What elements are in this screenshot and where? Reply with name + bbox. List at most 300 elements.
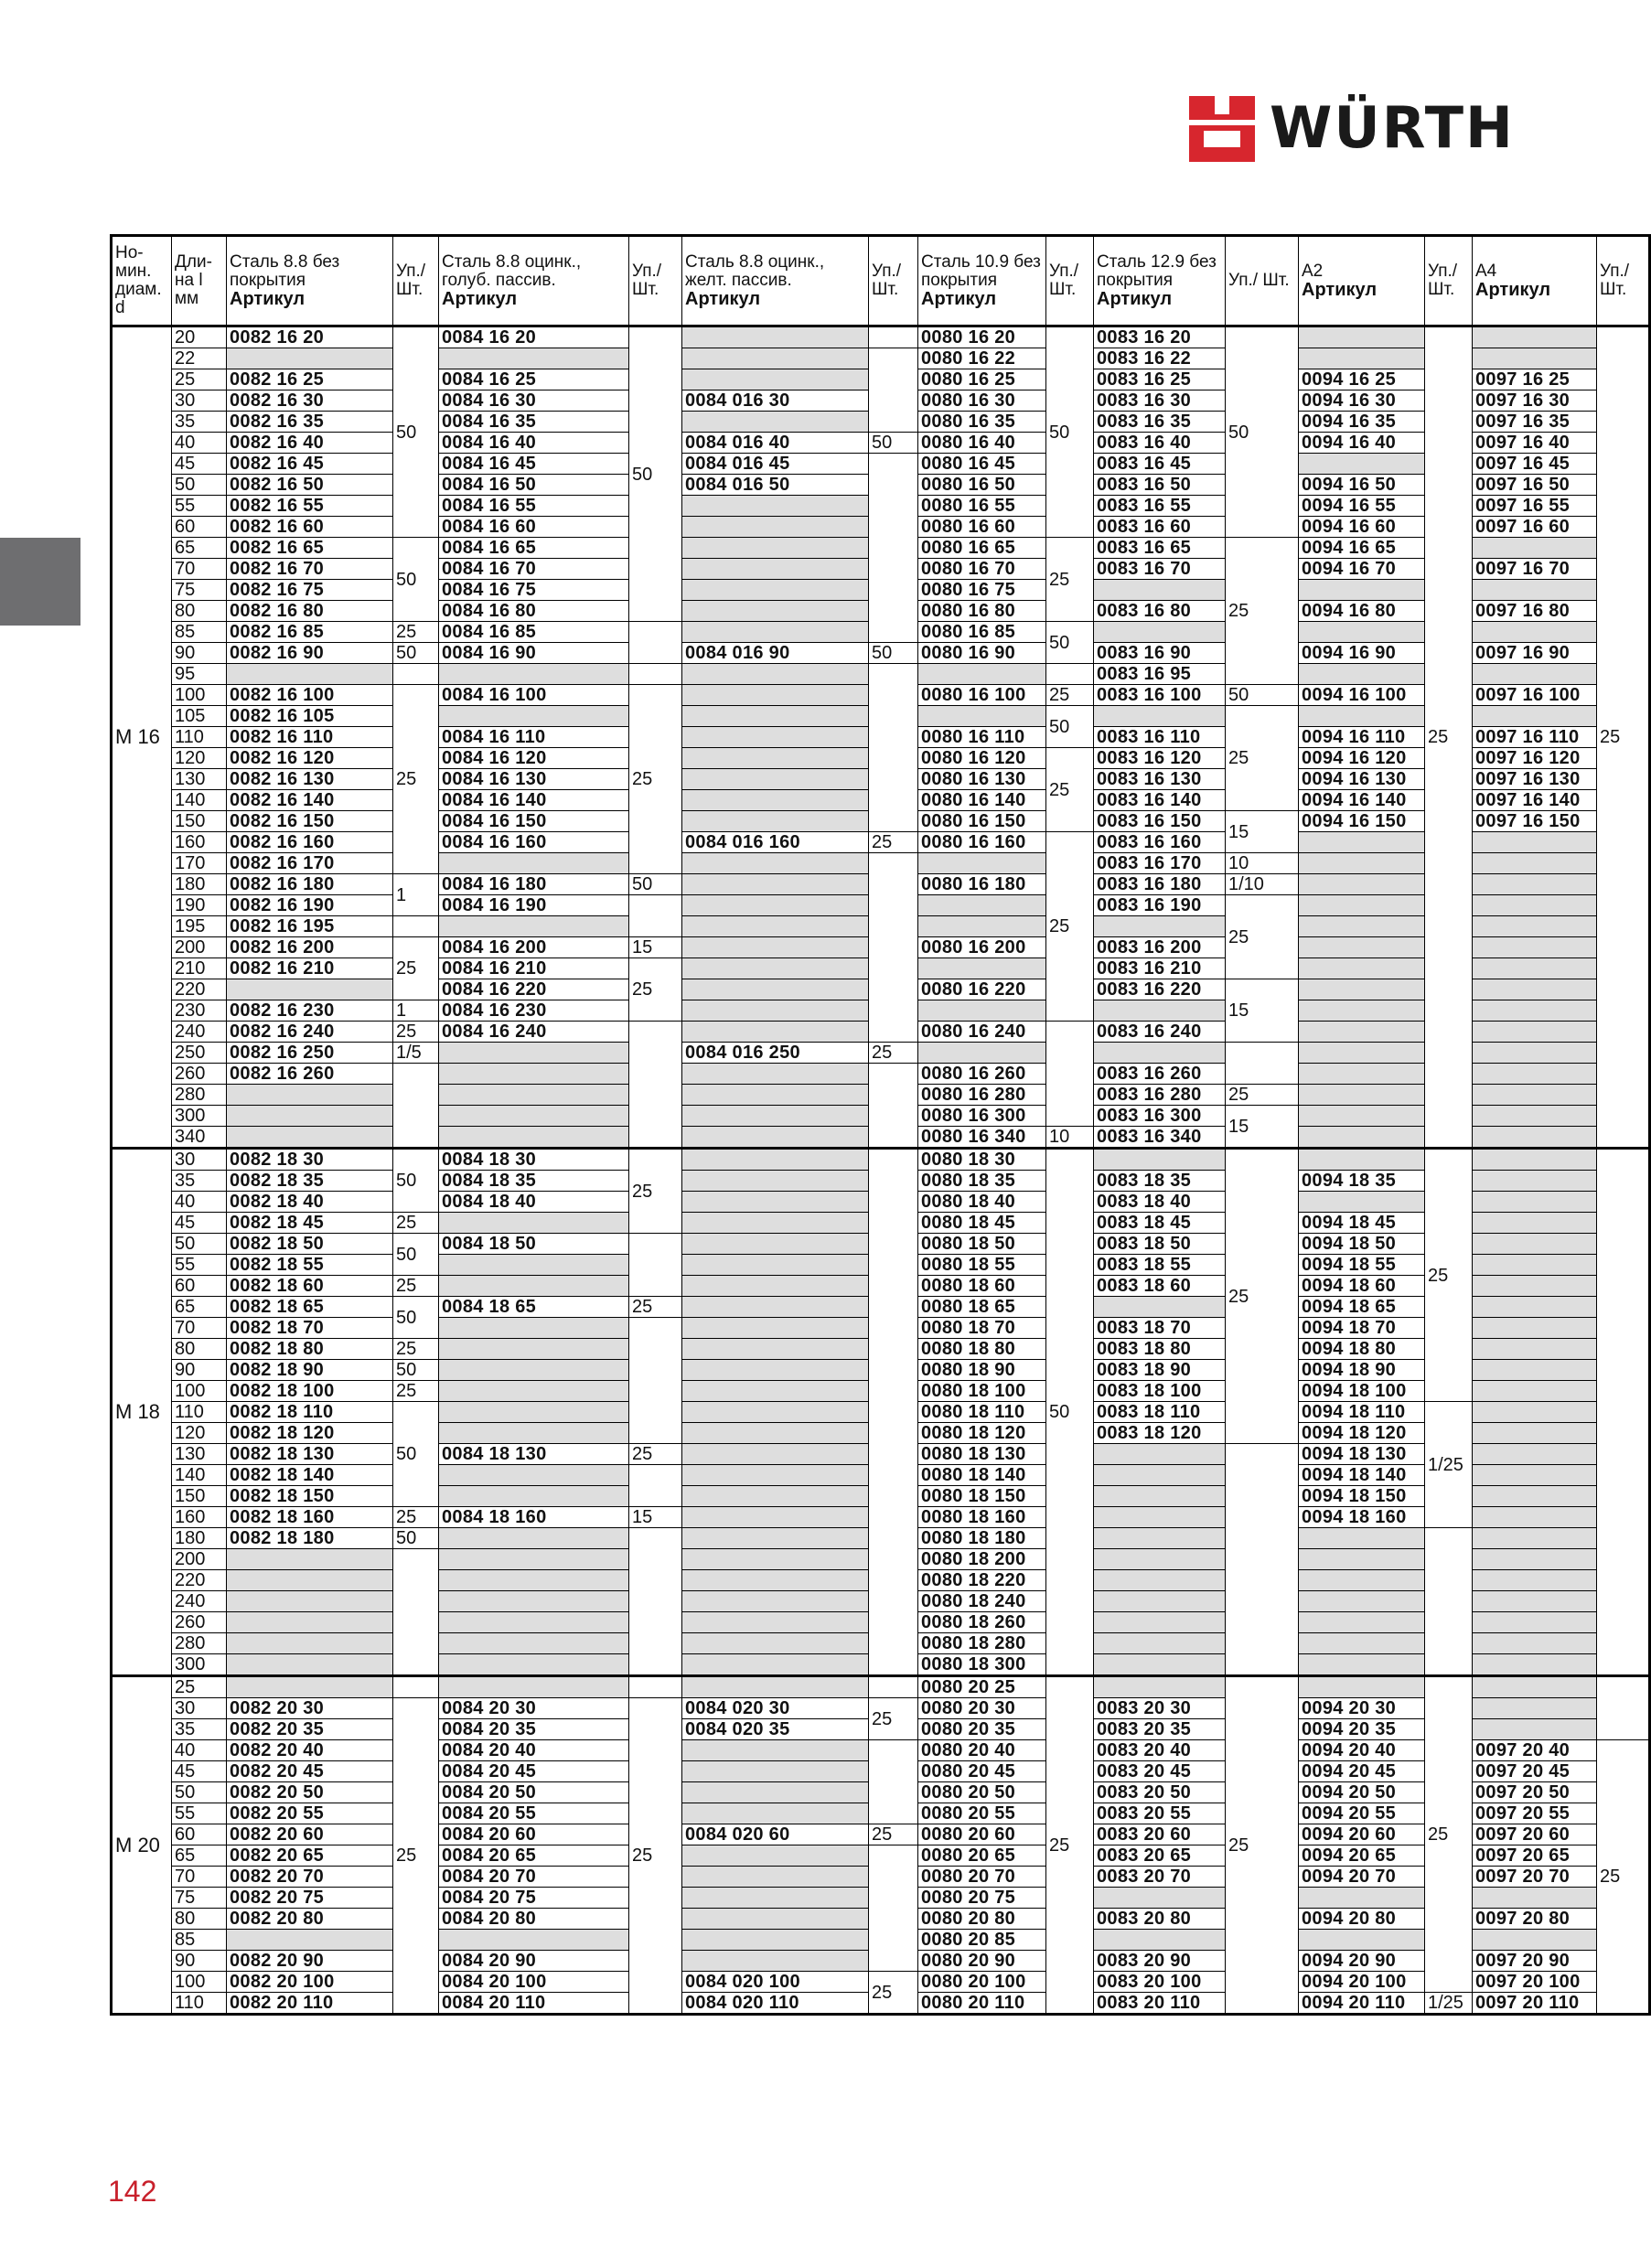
pack-cell: 50 xyxy=(393,643,439,664)
product-table xyxy=(110,234,1651,2016)
article-cell xyxy=(918,664,1046,685)
article-cell xyxy=(1094,1297,1226,1318)
article-cell: 0080 18 100 xyxy=(918,1381,1046,1402)
article-cell: 0082 16 55 xyxy=(227,496,393,517)
article-cell: 0082 20 40 xyxy=(227,1740,393,1761)
article-cell xyxy=(682,664,869,685)
article-cell: 0080 18 120 xyxy=(918,1423,1046,1444)
pack-cell: 25 xyxy=(629,958,682,1022)
article-cell xyxy=(682,1803,869,1824)
column-header-article: Артикул xyxy=(1302,280,1378,300)
article-cell xyxy=(1299,895,1425,916)
article-cell xyxy=(1094,1486,1226,1507)
column-header-text: Сталь 8.8 оцинк., желт. пассив. xyxy=(685,252,825,290)
article-cell xyxy=(682,1549,869,1570)
article-cell: 0084 16 110 xyxy=(439,727,629,748)
table-row xyxy=(112,1698,1650,1719)
length-cell: 55 xyxy=(172,496,227,517)
article-cell: 0082 20 100 xyxy=(227,1972,393,1993)
article-cell xyxy=(1473,1888,1597,1909)
length-cell: 140 xyxy=(172,790,227,811)
article-cell xyxy=(682,1930,869,1951)
article-cell: 0082 16 240 xyxy=(227,1022,393,1043)
article-cell xyxy=(682,979,869,1000)
article-cell xyxy=(439,853,629,874)
article-cell: 0097 16 50 xyxy=(1473,475,1597,496)
article-cell xyxy=(682,1951,869,1972)
article-cell: 0082 18 40 xyxy=(227,1192,393,1213)
pack-cell xyxy=(393,664,439,685)
article-cell: 0082 16 120 xyxy=(227,748,393,769)
article-cell: 0083 16 55 xyxy=(1094,496,1226,517)
article-cell: 0082 20 55 xyxy=(227,1803,393,1824)
article-cell: 0097 16 60 xyxy=(1473,517,1597,538)
article-cell: 0084 20 65 xyxy=(439,1845,629,1867)
article-cell xyxy=(1094,1591,1226,1612)
length-cell: 22 xyxy=(172,348,227,369)
pack-cell: 50 xyxy=(393,1297,439,1339)
article-cell xyxy=(227,1591,393,1612)
article-cell: 0094 18 50 xyxy=(1299,1234,1425,1255)
article-cell xyxy=(682,1255,869,1276)
column-header xyxy=(393,236,439,326)
length-cell: 195 xyxy=(172,916,227,937)
article-cell xyxy=(227,664,393,685)
article-cell: 0084 20 70 xyxy=(439,1867,629,1888)
article-cell: 0084 18 65 xyxy=(439,1297,629,1318)
article-cell: 0083 16 22 xyxy=(1094,348,1226,369)
table-row xyxy=(112,853,1650,874)
pack-cell: 25 xyxy=(1226,1676,1299,2015)
article-cell xyxy=(1299,958,1425,979)
table-row xyxy=(112,1149,1650,1171)
pack-cell: 15 xyxy=(629,937,682,958)
article-cell: 0080 20 25 xyxy=(918,1676,1046,1698)
pack-cell: 50 xyxy=(393,538,439,622)
article-cell xyxy=(682,601,869,622)
article-cell xyxy=(682,727,869,748)
pack-cell: 1/25 xyxy=(1425,1993,1473,2015)
article-cell xyxy=(682,1318,869,1339)
article-cell xyxy=(439,1381,629,1402)
length-cell: 65 xyxy=(172,1297,227,1318)
column-header-text: Уп./ Шт. xyxy=(872,262,902,299)
article-cell: 0083 16 20 xyxy=(1094,326,1226,348)
article-cell: 0097 16 30 xyxy=(1473,390,1597,412)
article-cell xyxy=(227,1106,393,1127)
article-cell xyxy=(1094,1149,1226,1171)
article-cell xyxy=(918,706,1046,727)
article-cell: 0080 20 30 xyxy=(918,1698,1046,1719)
article-cell xyxy=(682,496,869,517)
article-cell xyxy=(682,1676,869,1698)
length-cell: 150 xyxy=(172,1486,227,1507)
article-cell xyxy=(682,1127,869,1149)
article-cell: 0083 16 170 xyxy=(1094,853,1226,874)
article-cell: 0082 18 110 xyxy=(227,1402,393,1423)
article-cell: 0097 16 80 xyxy=(1473,601,1597,622)
article-cell xyxy=(1094,1654,1226,1676)
article-cell xyxy=(227,1612,393,1633)
article-cell xyxy=(682,916,869,937)
article-cell: 0097 16 25 xyxy=(1473,369,1597,390)
length-cell: 120 xyxy=(172,748,227,769)
pack-cell xyxy=(869,1845,918,1972)
article-cell: 0084 20 30 xyxy=(439,1698,629,1719)
article-cell: 0084 18 160 xyxy=(439,1507,629,1528)
article-cell: 0097 20 80 xyxy=(1473,1909,1597,1930)
pack-cell: 25 xyxy=(1226,538,1299,685)
article-cell: 0082 16 230 xyxy=(227,1000,393,1022)
article-cell xyxy=(439,348,629,369)
article-cell xyxy=(682,1761,869,1782)
length-cell: 55 xyxy=(172,1255,227,1276)
pack-cell: 25 xyxy=(629,1444,682,1465)
pack-cell: 25 xyxy=(1046,748,1094,832)
article-cell: 0083 16 30 xyxy=(1094,390,1226,412)
column-header-text: Сталь 12.9 без покрытия xyxy=(1097,252,1217,290)
article-cell xyxy=(1473,1507,1597,1528)
article-cell: 0082 20 75 xyxy=(227,1888,393,1909)
column-header-article: Артикул xyxy=(921,289,997,309)
article-cell xyxy=(682,1171,869,1192)
article-cell: 0082 16 20 xyxy=(227,326,393,348)
article-cell: 0094 16 140 xyxy=(1299,790,1425,811)
pack-cell: 50 xyxy=(1046,706,1094,748)
article-cell: 0082 16 260 xyxy=(227,1064,393,1085)
article-cell xyxy=(918,916,1046,937)
article-cell xyxy=(1473,1633,1597,1654)
column-header xyxy=(1299,236,1425,326)
length-cell: 160 xyxy=(172,832,227,853)
table-row xyxy=(112,1064,1650,1085)
article-cell xyxy=(1473,1106,1597,1127)
table-body xyxy=(112,326,1650,2015)
article-cell: 0084 20 80 xyxy=(439,1909,629,1930)
article-cell xyxy=(682,1360,869,1381)
article-cell: 0094 18 140 xyxy=(1299,1465,1425,1486)
column-header-text: A4 xyxy=(1475,262,1497,281)
article-cell: 0083 16 60 xyxy=(1094,517,1226,538)
length-cell: 70 xyxy=(172,1867,227,1888)
article-cell: 0082 16 25 xyxy=(227,369,393,390)
length-cell: 80 xyxy=(172,1909,227,1930)
article-cell: 0082 20 80 xyxy=(227,1909,393,1930)
article-cell xyxy=(1473,832,1597,853)
pack-cell: 50 xyxy=(1226,685,1299,706)
article-cell: 0082 18 100 xyxy=(227,1381,393,1402)
article-cell xyxy=(682,1740,869,1761)
article-cell: 0084 16 60 xyxy=(439,517,629,538)
article-cell: 0082 16 90 xyxy=(227,643,393,664)
article-cell xyxy=(439,1423,629,1444)
length-cell: 200 xyxy=(172,937,227,958)
article-cell: 0083 20 110 xyxy=(1094,1993,1226,2015)
article-cell: 0080 20 110 xyxy=(918,1993,1046,2015)
article-cell: 0082 18 150 xyxy=(227,1486,393,1507)
length-cell: 70 xyxy=(172,559,227,580)
column-header-text: Уп./ Шт. xyxy=(1428,262,1458,299)
article-cell xyxy=(682,1782,869,1803)
article-cell: 0082 18 55 xyxy=(227,1255,393,1276)
length-cell: 35 xyxy=(172,412,227,433)
article-cell: 0080 18 240 xyxy=(918,1591,1046,1612)
article-cell xyxy=(439,1591,629,1612)
column-header xyxy=(172,236,227,326)
pack-cell: 25 xyxy=(1425,1149,1473,1402)
length-cell: 60 xyxy=(172,1276,227,1297)
article-cell xyxy=(1473,1043,1597,1064)
article-cell xyxy=(1299,1149,1425,1171)
article-cell: 0083 20 35 xyxy=(1094,1719,1226,1740)
pack-cell xyxy=(629,622,682,664)
article-cell: 0094 16 55 xyxy=(1299,496,1425,517)
article-cell: 0083 16 160 xyxy=(1094,832,1226,853)
table-row xyxy=(112,433,1650,454)
length-cell: 240 xyxy=(172,1022,227,1043)
pack-cell xyxy=(1046,1022,1094,1127)
length-cell: 210 xyxy=(172,958,227,979)
pack-cell: 50 xyxy=(869,433,918,454)
article-cell: 0080 18 200 xyxy=(918,1549,1046,1570)
article-cell xyxy=(682,790,869,811)
article-cell xyxy=(1094,1444,1226,1465)
article-cell: 0084 18 50 xyxy=(439,1234,629,1255)
article-cell xyxy=(1473,1570,1597,1591)
pack-cell xyxy=(629,1465,682,1507)
article-cell xyxy=(682,1507,869,1528)
article-cell: 0082 16 130 xyxy=(227,769,393,790)
article-cell: 0084 016 30 xyxy=(682,390,869,412)
article-cell: 0080 18 65 xyxy=(918,1297,1046,1318)
article-cell: 0084 20 40 xyxy=(439,1740,629,1761)
article-cell: 0094 20 90 xyxy=(1299,1951,1425,1972)
article-cell: 0083 16 210 xyxy=(1094,958,1226,979)
article-cell: 0080 16 45 xyxy=(918,454,1046,475)
length-cell: 160 xyxy=(172,1507,227,1528)
article-cell xyxy=(1473,1234,1597,1255)
article-cell: 0083 20 90 xyxy=(1094,1951,1226,1972)
article-cell xyxy=(1473,1402,1597,1423)
article-cell: 0094 18 70 xyxy=(1299,1318,1425,1339)
article-cell: 0084 16 35 xyxy=(439,412,629,433)
article-cell: 0084 18 40 xyxy=(439,1192,629,1213)
article-cell xyxy=(439,1465,629,1486)
article-cell: 0083 16 240 xyxy=(1094,1022,1226,1043)
article-cell xyxy=(227,1127,393,1149)
pack-cell: 25 xyxy=(869,1824,918,1845)
article-cell: 0082 20 50 xyxy=(227,1782,393,1803)
article-cell: 0082 18 80 xyxy=(227,1339,393,1360)
length-cell: 190 xyxy=(172,895,227,916)
pack-cell: 25 xyxy=(1226,1085,1299,1106)
article-cell: 0082 20 110 xyxy=(227,1993,393,2015)
article-cell: 0084 16 220 xyxy=(439,979,629,1000)
article-cell xyxy=(1473,1719,1597,1740)
pack-cell: 25 xyxy=(393,1507,439,1528)
article-cell xyxy=(682,748,869,769)
article-cell: 0097 16 70 xyxy=(1473,559,1597,580)
article-cell xyxy=(1299,1654,1425,1676)
pack-cell xyxy=(393,1064,439,1149)
article-cell: 0084 16 140 xyxy=(439,790,629,811)
article-cell: 0097 20 110 xyxy=(1473,1993,1597,2015)
article-cell: 0084 020 60 xyxy=(682,1824,869,1845)
pack-cell: 25 xyxy=(629,685,682,874)
pack-cell: 25 xyxy=(1226,1149,1299,1444)
length-cell: 65 xyxy=(172,538,227,559)
pack-cell: 1/25 xyxy=(1425,1402,1473,1528)
pack-cell: 1/5 xyxy=(393,1043,439,1064)
section-tab xyxy=(0,538,80,626)
column-header xyxy=(1094,236,1226,326)
article-cell: 0083 18 110 xyxy=(1094,1402,1226,1423)
article-cell: 0097 20 55 xyxy=(1473,1803,1597,1824)
article-cell: 0084 16 40 xyxy=(439,433,629,454)
article-cell xyxy=(439,1676,629,1698)
article-cell: 0083 16 25 xyxy=(1094,369,1226,390)
article-cell: 0094 16 110 xyxy=(1299,727,1425,748)
article-cell: 0080 16 75 xyxy=(918,580,1046,601)
article-cell: 0097 20 90 xyxy=(1473,1951,1597,1972)
article-cell: 0080 20 50 xyxy=(918,1782,1046,1803)
article-cell xyxy=(439,1633,629,1654)
length-cell: 280 xyxy=(172,1633,227,1654)
length-cell: 60 xyxy=(172,1824,227,1845)
article-cell xyxy=(1299,916,1425,937)
article-cell: 0083 20 30 xyxy=(1094,1698,1226,1719)
article-cell: 0082 16 105 xyxy=(227,706,393,727)
article-cell: 0084 020 100 xyxy=(682,1972,869,1993)
article-cell xyxy=(1094,1549,1226,1570)
article-cell: 0080 16 80 xyxy=(918,601,1046,622)
article-cell xyxy=(439,1318,629,1339)
pack-cell: 50 xyxy=(393,1149,439,1213)
length-cell: 40 xyxy=(172,1740,227,1761)
pack-cell: 1 xyxy=(393,1000,439,1022)
article-cell: 0082 16 100 xyxy=(227,685,393,706)
article-cell xyxy=(1299,1000,1425,1022)
article-cell: 0094 20 55 xyxy=(1299,1803,1425,1824)
article-cell: 0080 18 130 xyxy=(918,1444,1046,1465)
article-cell: 0084 16 55 xyxy=(439,496,629,517)
article-cell xyxy=(439,706,629,727)
length-cell: 60 xyxy=(172,517,227,538)
pack-cell: 1 xyxy=(393,874,439,916)
pack-cell: 50 xyxy=(1226,326,1299,538)
pack-cell: 50 xyxy=(393,1402,439,1507)
article-cell xyxy=(227,1549,393,1570)
length-cell: 250 xyxy=(172,1043,227,1064)
pack-cell: 50 xyxy=(393,1234,439,1276)
article-cell: 0083 18 50 xyxy=(1094,1234,1226,1255)
length-cell: 25 xyxy=(172,369,227,390)
article-cell xyxy=(227,979,393,1000)
article-cell: 0084 16 230 xyxy=(439,1000,629,1022)
article-cell: 0080 16 85 xyxy=(918,622,1046,643)
pack-cell: 15 xyxy=(1226,811,1299,853)
pack-cell: 25 xyxy=(393,1339,439,1360)
article-cell: 0082 16 195 xyxy=(227,916,393,937)
article-cell: 0083 18 80 xyxy=(1094,1339,1226,1360)
article-cell: 0080 16 220 xyxy=(918,979,1046,1000)
article-cell: 0082 16 85 xyxy=(227,622,393,643)
article-cell: 0083 18 45 xyxy=(1094,1213,1226,1234)
article-cell xyxy=(1473,1486,1597,1507)
pack-cell: 25 xyxy=(1046,1676,1094,2015)
article-cell: 0084 020 30 xyxy=(682,1698,869,1719)
column-header xyxy=(1046,236,1094,326)
article-cell: 0083 16 220 xyxy=(1094,979,1226,1000)
article-cell xyxy=(1473,1064,1597,1085)
article-cell: 0094 20 80 xyxy=(1299,1909,1425,1930)
article-cell: 0083 20 100 xyxy=(1094,1972,1226,1993)
article-cell: 0080 18 140 xyxy=(918,1465,1046,1486)
article-cell xyxy=(682,1064,869,1085)
article-cell: 0082 20 35 xyxy=(227,1719,393,1740)
article-cell: 0084 20 60 xyxy=(439,1824,629,1845)
article-cell: 0097 16 110 xyxy=(1473,727,1597,748)
article-cell: 0080 16 35 xyxy=(918,412,1046,433)
article-cell xyxy=(1473,1612,1597,1633)
article-cell: 0083 16 300 xyxy=(1094,1106,1226,1127)
column-header xyxy=(682,236,869,326)
table-row xyxy=(112,1845,1650,1867)
article-cell: 0080 16 160 xyxy=(918,832,1046,853)
article-cell: 0094 16 35 xyxy=(1299,412,1425,433)
article-cell: 0083 16 180 xyxy=(1094,874,1226,895)
diameter-cell: M 20 xyxy=(112,1676,172,2015)
article-cell xyxy=(439,1127,629,1149)
pack-cell: 25 xyxy=(393,1381,439,1402)
article-cell: 0080 16 300 xyxy=(918,1106,1046,1127)
length-cell: 110 xyxy=(172,1993,227,2015)
article-cell xyxy=(1299,832,1425,853)
article-cell: 0080 16 90 xyxy=(918,643,1046,664)
pack-cell: 50 xyxy=(869,643,918,664)
article-cell xyxy=(1473,1360,1597,1381)
article-cell xyxy=(918,1000,1046,1022)
article-cell: 0080 16 280 xyxy=(918,1085,1046,1106)
article-cell: 0080 20 55 xyxy=(918,1803,1046,1824)
page-number: 142 xyxy=(108,2175,157,2208)
article-cell xyxy=(1473,580,1597,601)
length-cell: 170 xyxy=(172,853,227,874)
length-cell: 120 xyxy=(172,1423,227,1444)
article-cell: 0094 18 35 xyxy=(1299,1171,1425,1192)
article-cell xyxy=(1094,1507,1226,1528)
article-cell: 0094 16 65 xyxy=(1299,538,1425,559)
pack-cell xyxy=(869,664,918,832)
article-cell xyxy=(1299,1064,1425,1085)
article-cell xyxy=(1473,1444,1597,1465)
article-cell: 0083 18 40 xyxy=(1094,1192,1226,1213)
article-cell xyxy=(682,348,869,369)
article-cell xyxy=(1094,580,1226,601)
article-cell: 0083 20 65 xyxy=(1094,1845,1226,1867)
article-cell xyxy=(1299,1192,1425,1213)
article-cell: 0083 16 65 xyxy=(1094,538,1226,559)
article-cell: 0080 18 35 xyxy=(918,1171,1046,1192)
article-cell: 0097 16 35 xyxy=(1473,412,1597,433)
length-cell: 45 xyxy=(172,1213,227,1234)
article-cell xyxy=(1473,1528,1597,1549)
article-cell xyxy=(1473,664,1597,685)
article-cell: 0084 20 50 xyxy=(439,1782,629,1803)
article-cell: 0082 16 110 xyxy=(227,727,393,748)
article-cell: 0080 20 60 xyxy=(918,1824,1046,1845)
article-cell xyxy=(682,559,869,580)
